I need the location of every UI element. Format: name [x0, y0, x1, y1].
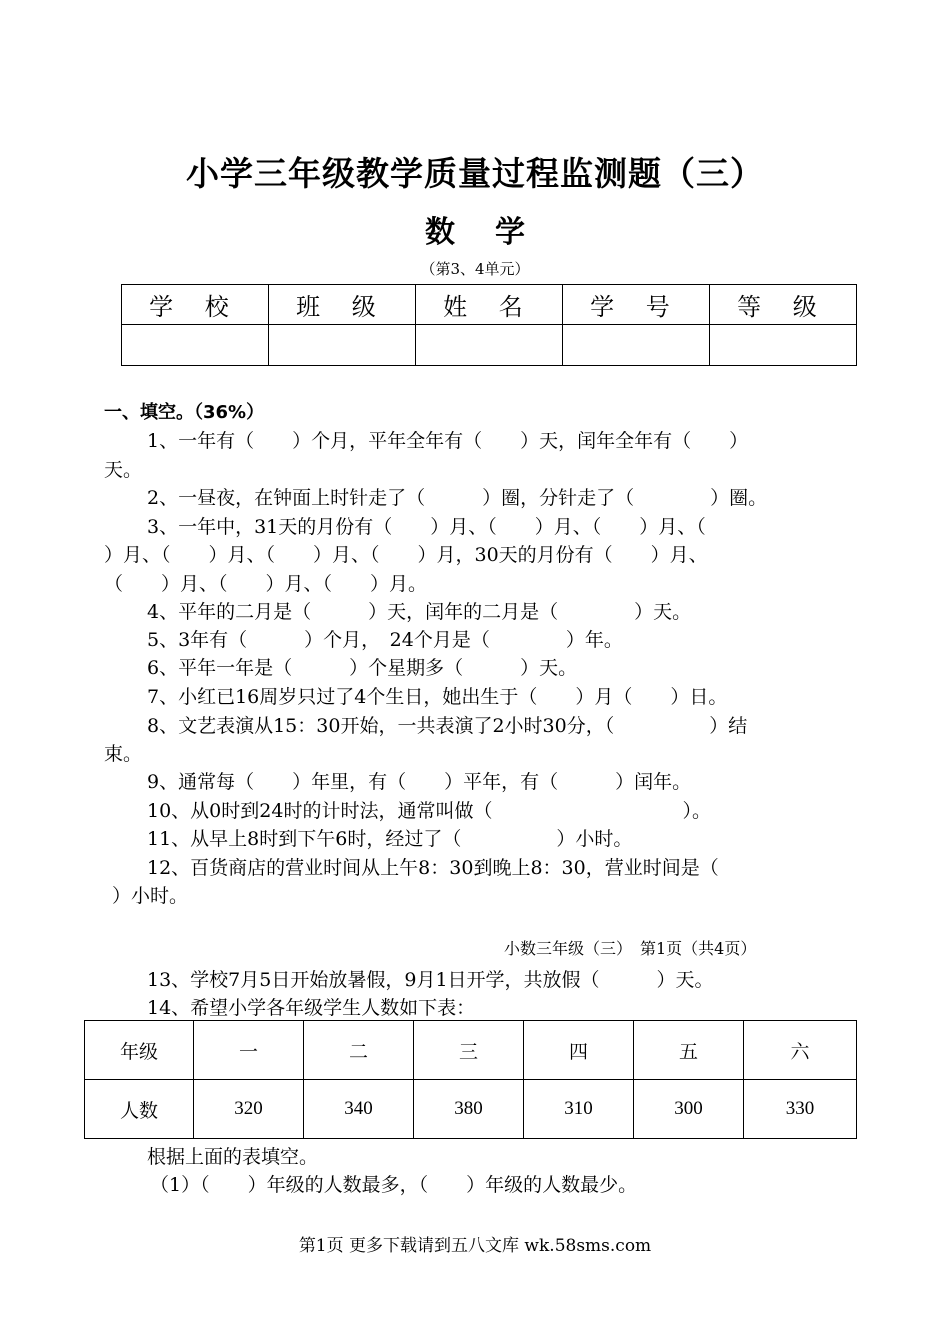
question-3: 3、一年中，31天的月份有（ ）月、（ ）月、（ ）月、（ — [147, 516, 706, 538]
name-field[interactable] — [416, 325, 563, 366]
table-cell: 年级 — [85, 1021, 194, 1080]
table-cell: 340 — [304, 1080, 414, 1139]
school-field[interactable] — [122, 325, 269, 366]
table-cell: 人数 — [85, 1080, 194, 1139]
table-cell: 380 — [414, 1080, 524, 1139]
question-1: 1、一年有（ ）个月，平年全年有（ ）天，闰年全年有（ ） — [147, 430, 749, 452]
table-cell: 三 — [414, 1021, 524, 1080]
student-id-field[interactable] — [563, 325, 710, 366]
table-cell: 六 — [744, 1021, 857, 1080]
table-cell: 310 — [524, 1080, 634, 1139]
table-cell: 330 — [744, 1080, 857, 1139]
page-note: 小数三年级（三） 第1页（共4页） — [504, 939, 757, 958]
question-14: 14、希望小学各年级学生人数如下表： — [147, 997, 476, 1019]
question-9: 9、通常每（ ）年里，有（ ）平年，有（ ）闰年。 — [147, 771, 692, 793]
question-12: 12、百货商店的营业时间从上午8：30到晚上8：30，营业时间是（ — [147, 857, 719, 879]
student-info-table — [121, 284, 857, 366]
question-7: 7、小红已16周岁只过了4个生日，她出生于（ ）月（ ）日。 — [147, 686, 728, 708]
question-13: 13、学校7月5日开始放暑假，9月1日开学，共放假（ ）天。 — [147, 969, 714, 991]
section-heading: 一、填空。（36%） — [104, 402, 265, 423]
question-12-cont: ）小时。 — [112, 885, 189, 907]
header-grade-level: 等 级 — [710, 285, 857, 325]
header-student-id: 学 号 — [563, 285, 710, 325]
sub-question-1: （1）（ ）年级的人数最多，（ ）年级的人数最少。 — [150, 1174, 638, 1196]
student-count-table — [84, 1020, 857, 1139]
question-8-cont: 束。 — [104, 743, 143, 765]
page-title: 小学三年级教学质量过程监测题（三） — [186, 154, 764, 193]
page-footer: 第1页 更多下载请到五八文库 wk.58sms.com — [298, 1236, 652, 1256]
table-cell: 四 — [524, 1021, 634, 1080]
question-3-cont2: （ ）月、（ ）月、（ ）月。 — [104, 573, 428, 595]
class-field[interactable] — [269, 325, 416, 366]
question-2: 2、一昼夜，在钟面上时针走了（ ）圈，分针走了（ ）圈。 — [147, 487, 768, 509]
subject-title: 数学 — [425, 215, 565, 250]
question-11: 11、从早上8时到下午6时，经过了（ ）小时。 — [147, 828, 633, 850]
question-6: 6、平年一年是（ ）个星期多（ ）天。 — [147, 657, 578, 679]
question-10: 10、从0时到24时的计时法，通常叫做（ ）。 — [147, 800, 711, 822]
table-cell: 320 — [194, 1080, 304, 1139]
table-instruction: 根据上面的表填空。 — [147, 1146, 319, 1168]
header-name: 姓 名 — [416, 285, 563, 325]
grade-level-field[interactable] — [710, 325, 857, 366]
table-cell: 300 — [634, 1080, 744, 1139]
question-4: 4、平年的二月是（ ）天，闰年的二月是（ ）天。 — [147, 601, 692, 623]
question-5: 5、3年有（ ）个月， 24个月是（ ）年。 — [147, 629, 623, 651]
question-8: 8、文艺表演从15：30开始，一共表演了2小时30分，（ ）结 — [147, 715, 748, 737]
question-3-cont: ）月、（ ）月、（ ）月、（ ）月，30天的月份有（ ）月、 — [104, 544, 708, 566]
question-1-cont: 天。 — [104, 459, 143, 481]
unit-range: （第3、4单元） — [420, 260, 530, 278]
header-school: 学 校 — [122, 285, 269, 325]
table-cell: 五 — [634, 1021, 744, 1080]
table-cell: 一 — [194, 1021, 304, 1080]
table-cell: 二 — [304, 1021, 414, 1080]
header-class: 班 级 — [269, 285, 416, 325]
